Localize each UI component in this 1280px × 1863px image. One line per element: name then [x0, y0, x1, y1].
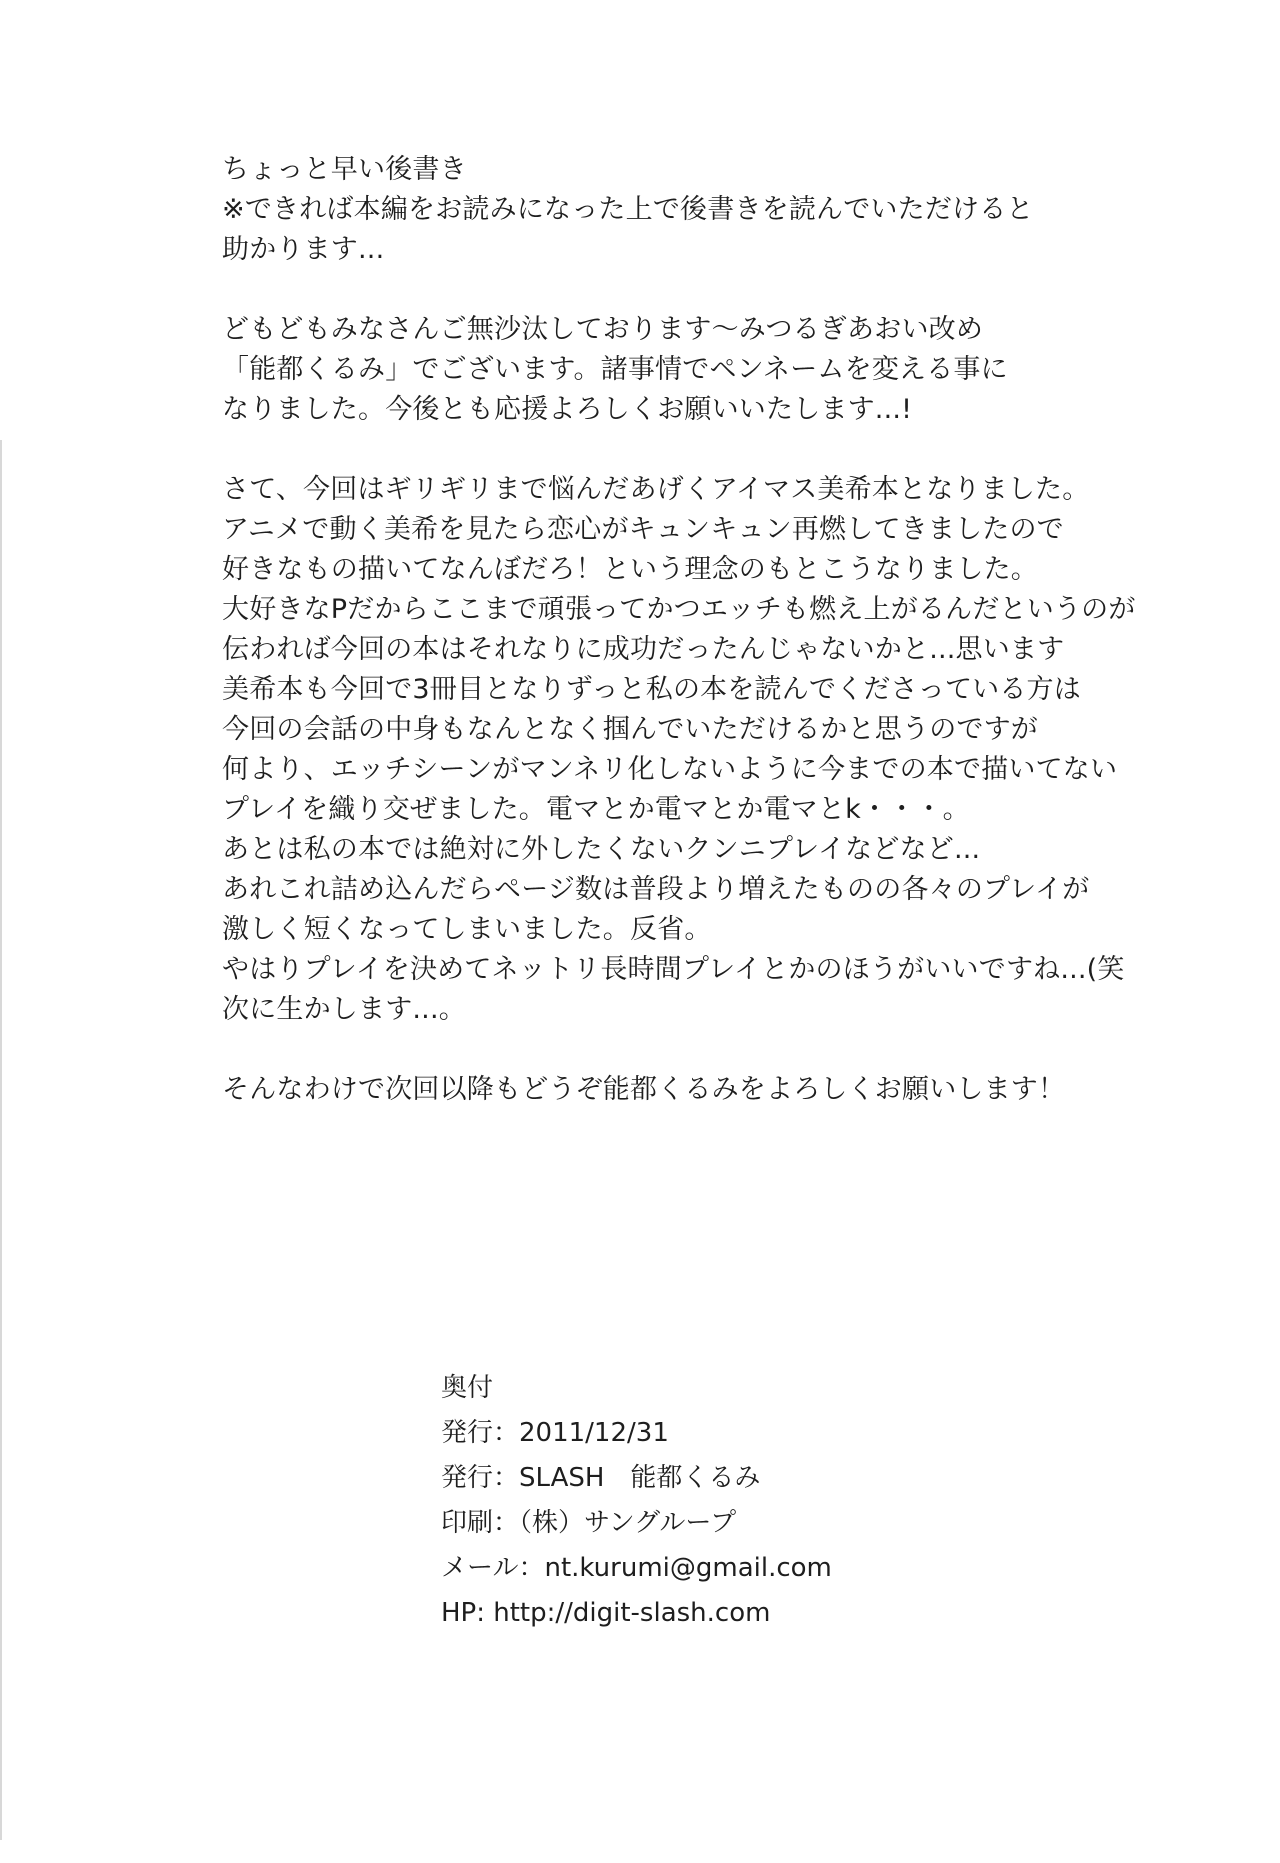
paragraph-gap [222, 270, 1232, 310]
contact-email: メール：nt.kurumi@gmail.com [441, 1553, 832, 1583]
afterword-note-line: ※できれば本編をお読みになった上で後書きを読んでいただけると [222, 194, 1034, 225]
afterword-heading: ちょっと早い後書き [222, 154, 467, 185]
body-line: プレイを織り交ぜました。電マとか電マとか電マとk・・・。 [222, 794, 970, 825]
body-line: アニメで動く美希を見たら恋心がキュンキュン再燃してきましたので [222, 514, 1064, 545]
greeting-line: 「能都くるみ」でございます。諸事情でペンネームを変える事に [222, 354, 1008, 385]
afterword-note-line: 助かります... [222, 234, 385, 265]
greeting-line: なりました。今後とも応援よろしくお願いいたします...! [222, 394, 913, 425]
body-line: 美希本も今回で3冊目となりずっと私の本を読んでくださっている方は [222, 674, 1081, 705]
colophon-section [441, 1366, 941, 1636]
greeting-line: どもどもみなさんご無沙汰しております〜みつるぎあおい改め [222, 314, 984, 345]
printer: 印刷：（株）サングループ [441, 1508, 737, 1538]
closing-line: そんなわけで次回以降もどうぞ能都くるみをよろしくお願いします！ [222, 1074, 1066, 1105]
body-line: 大好きなPだからここまで頑張ってかつエッチも燃え上がるんだというのが [222, 594, 1136, 625]
paragraph-gap [222, 430, 1232, 470]
body-line: 伝われば今回の本はそれなりに成功だったんじゃないかと...思います [222, 634, 1065, 665]
afterword-section [222, 150, 1232, 1110]
body-line: 好きなもの描いてなんぼだろ！という理念のもとこうなりました。 [222, 554, 1038, 585]
body-line: 今回の会話の中身もなんとなく掴んでいただけるかと思うのですが [222, 714, 1038, 745]
colophon-title: 奥付 [441, 1373, 494, 1403]
publish-date: 発行：2011/12/31 [441, 1418, 669, 1448]
body-line: さて、今回はギリギリまで悩んだあげくアイマス美希本となりました。 [222, 474, 1090, 505]
publisher: 発行：SLASH 能都くるみ [441, 1463, 761, 1493]
scan-edge-shadow [0, 440, 2, 1840]
homepage-url: HP: http://digit-slash.com [441, 1598, 771, 1628]
body-line: あとは私の本では絶対に外したくないクンニプレイなどなど... [222, 834, 981, 865]
paragraph-gap [222, 1030, 1232, 1070]
body-line: あれこれ詰め込んだらページ数は普段より増えたものの各々のプレイが [222, 874, 1090, 905]
body-line: やはりプレイを決めてネットリ長時間プレイとかのほうがいいですね...(笑 [222, 954, 1125, 985]
body-line: 激しく短くなってしまいました。反省。 [222, 914, 712, 945]
body-line: 何より、エッチシーンがマンネリ化しないように今までの本で描いてない [222, 754, 1118, 785]
body-line: 次に生かします...。 [222, 994, 466, 1025]
